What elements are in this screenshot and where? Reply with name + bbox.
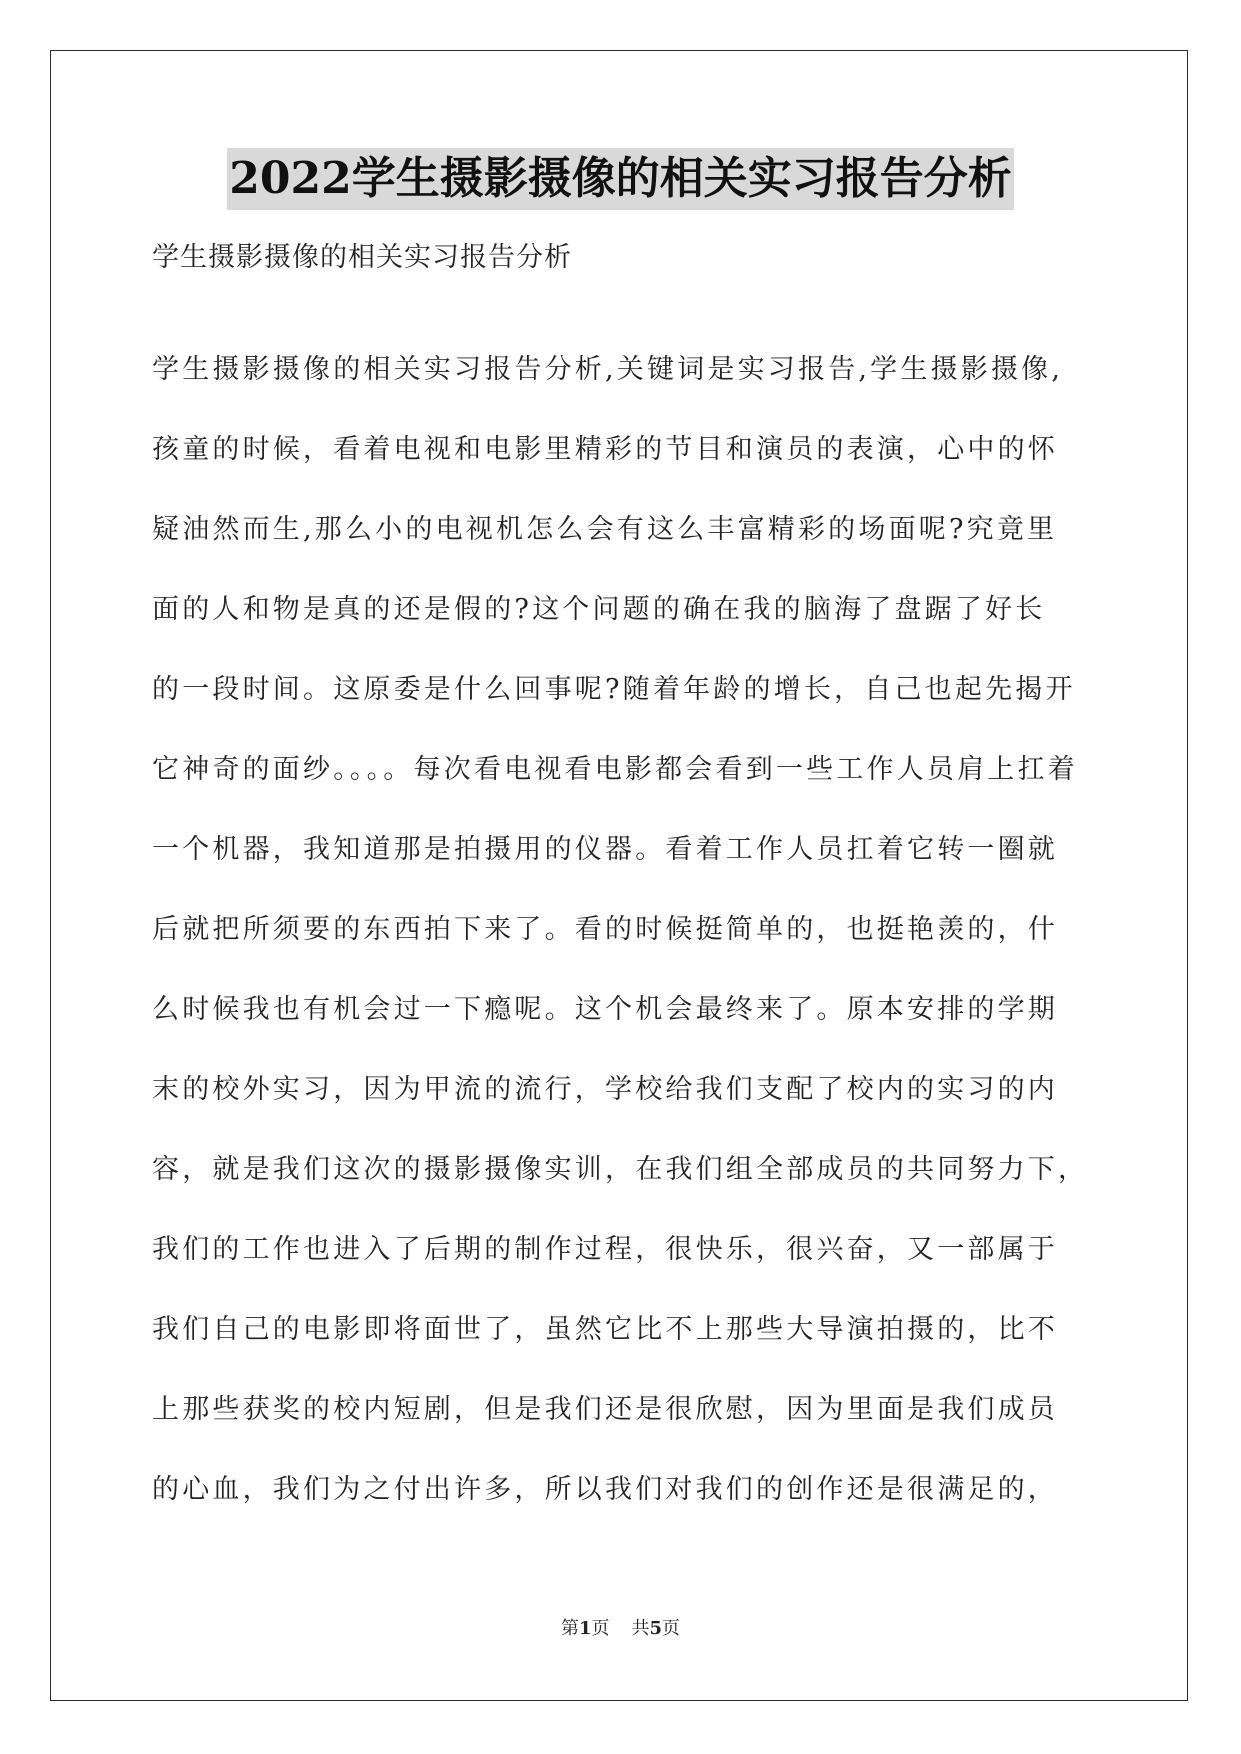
body-line: 面的人和物是真的还是假的?这个问题的确在我的脑海了盘踞了好长 <box>152 594 1046 625</box>
page-number-suffix: 页 <box>591 1618 610 1639</box>
total-pages-suffix: 页 <box>662 1618 681 1639</box>
body-line: 上那些获奖的校内短剧，但是我们还是很欣慰，因为里面是我们成员 <box>152 1394 1058 1425</box>
body-line: 它神奇的面纱。。。。每次看电视看电影都会看到一些工作人员肩上扛着 <box>152 754 1078 785</box>
document-subtitle: 学生摄影摄像的相关实习报告分析 <box>152 242 572 273</box>
body-line: 么时候我也有机会过一下瘾呢。这个机会最终来了。原本安排的学期 <box>152 994 1058 1025</box>
page-number-prefix: 第 <box>560 1618 579 1639</box>
body-line: 我们的工作也进入了后期的制作过程，很快乐，很兴奋，又一部属于 <box>152 1234 1058 1265</box>
body-line: 的心血，我们为之付出许多，所以我们对我们的创作还是很满足的， <box>152 1474 1058 1505</box>
total-pages-number: 5 <box>649 1618 663 1639</box>
body-line: 末的校外实习，因为甲流的流行，学校给我们支配了校内的实习的内 <box>152 1074 1058 1105</box>
total-pages-prefix: 共 <box>631 1618 650 1639</box>
body-line: 一个机器，我知道那是拍摄用的仪器。看着工作人员扛着它转一圈就 <box>152 834 1058 865</box>
body-line: 学生摄影摄像的相关实习报告分析,关键词是实习报告,学生摄影摄像, <box>152 354 1064 385</box>
page-footer <box>0 1614 1241 1640</box>
body-text <box>152 348 1112 1548</box>
body-line: 孩童的时候，看着电视和电影里精彩的节目和演员的表演，心中的怀 <box>152 434 1058 465</box>
title-container <box>0 148 1241 210</box>
current-page-number: 1 <box>578 1618 592 1639</box>
body-line: 容，就是我们这次的摄影摄像实训，在我们组全部成员的共同努力下， <box>152 1154 1089 1185</box>
document-title: 2022学生摄影摄像的相关实习报告分析 <box>227 148 1013 210</box>
body-line: 的一段时间。这原委是什么回事呢?随着年龄的增长，自己也起先揭开 <box>152 674 1076 705</box>
body-line: 疑油然而生,那么小的电视机怎么会有这么丰富精彩的场面呢?究竟里 <box>152 514 1058 545</box>
body-line: 后就把所须要的东西拍下来了。看的时候挺简单的，也挺艳羡的，什 <box>152 914 1058 945</box>
body-line: 我们自己的电影即将面世了，虽然它比不上那些大导演拍摄的，比不 <box>152 1314 1058 1345</box>
